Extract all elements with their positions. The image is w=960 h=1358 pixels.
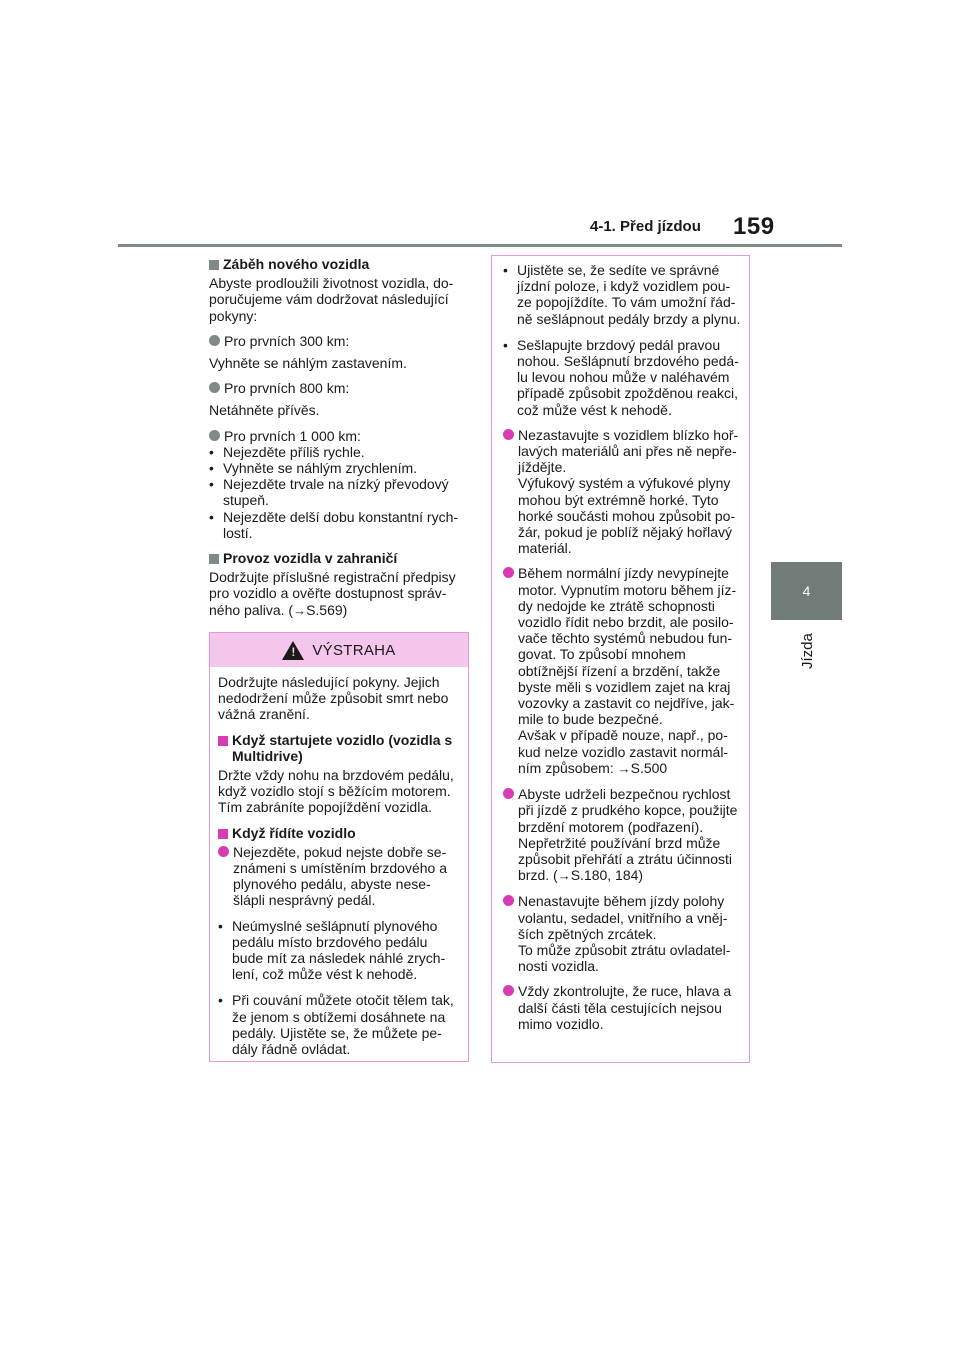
- square-marker-icon: [218, 829, 228, 839]
- paragraph: Dodržujte příslušné registrační předpisy pro vozidlo a ověřte dostupnost správ-ného paliva. (→S.569): [209, 569, 456, 618]
- list-item: • Vyhněte se náhlým zrychlením.: [209, 460, 418, 477]
- list-item: • Sešlapujte brzdový pedál pravou nohou. Sešlápnutí brzdového pedá-lu levou nohou může v naléhavém případě způsobit zpožděnou reakci, což může vést k nehodě.: [503, 336, 739, 418]
- bullet-dot-icon: [503, 895, 514, 906]
- dot-item: Během normální jízdy nevypínejte motor. Vypnutím motoru během jíz-dy nedojde ke ztrátě schopnosti vozidlo řídit nebo brzdit, ale posilo-vače těchto systémů nebudou fun-govat. To způsobí mnohem obtížnější řízení a brzdění, takže byste měli s vozidlem zajet na kraj vozovky a zastavit co nejdříve, jak-mile to bude bezpečné. Avšak v případě nouze, např., po-kud nelze vozidlo zastavit normál-ním způsobem: →S.500: [503, 565, 741, 777]
- arrow-right-icon: →: [557, 868, 571, 884]
- heading-break-in: Záběh nového vozidla: [209, 256, 469, 272]
- bullet-list: [209, 444, 469, 541]
- dot-item: Pro prvních 1 000 km:: [209, 428, 469, 444]
- bullet-dot-icon: [209, 430, 220, 441]
- chapter-tab: [771, 562, 842, 620]
- page-reference-link[interactable]: S.569): [306, 601, 348, 618]
- bullet-dot-icon: [209, 382, 220, 393]
- dot-item: Nezastavujte s vozidlem blízko hoř-lavých materiálů ani přes ně nepře-jíždějte. Výfukový systém a výfukové plyny mohou být extrémně horké. Tyto horké součásti mohou způsobit po-žár, pokud je poblíž nějaký hořlavý materiál.: [503, 427, 741, 557]
- paragraph: Netáhněte přívěs.: [209, 402, 320, 419]
- chapter-label-text: Jízda: [799, 633, 816, 669]
- warning-continuation-box: [491, 255, 750, 1063]
- bullet-dot-icon: [503, 429, 514, 440]
- dot-item: Abyste udrželi bezpečnou rychlost při jízdě z prudkého kopce, použijte brzdění motorem (podřazení). Nepřetržité používání brzd může způsobit přehřátí a ztrátu účinnosti brzd. (→S.180, 184): [503, 786, 741, 884]
- warning-body: [210, 667, 468, 1057]
- section-title: 4-1. Před jízdou: [590, 218, 701, 235]
- warning-heading-start: Když startujete vozidlo (vozidla s Multidrive): [218, 732, 458, 764]
- list-item: • Ujistěte se, že sedíte ve správné jízdní poloze, i když vozidlem pou-ze popojíždíte. To vám umožní řád-ně sešlápnout pedály brzdy a plynu.: [503, 262, 741, 327]
- arrow-right-icon: →: [293, 602, 307, 618]
- page-reference-link[interactable]: S.180, 184): [570, 867, 644, 884]
- header-rule: [118, 244, 842, 247]
- list-item: • Při couvání můžete otočit tělem tak, že jenom s obtížemi dosáhnete na pedály. Ujistěte se, že můžete pe-dály řádně ovládat.: [218, 992, 454, 1058]
- page-reference-link[interactable]: S.500: [630, 759, 668, 776]
- warning-title: VÝSTRAHA: [312, 641, 396, 659]
- dot-item: Pro prvních 800 km:: [209, 380, 469, 396]
- left-column: [209, 256, 469, 628]
- warning-intro: Dodržujte následující pokyny. Jejich nedodržení může způsobit smrt nebo vážná zranění.: [218, 674, 449, 723]
- page-number: 159: [733, 213, 775, 240]
- heading-abroad: Provoz vozidla v zahraničí: [209, 550, 469, 566]
- paragraph: Držte vždy nohu na brzdovém pedálu, když vozidlo stojí s běžícím motorem. Tím zabráníte popojíždění vozidla.: [218, 767, 454, 816]
- dot-item: Pro prvních 300 km:: [209, 333, 469, 349]
- paragraph: Abyste prodloužili životnost vozidla, do-poručujeme vám dodržovat následující pokyny:: [209, 275, 454, 324]
- square-marker-icon: [209, 260, 219, 270]
- square-marker-icon: [209, 554, 219, 564]
- list-item: • Nejezděte příliš rychle.: [209, 443, 365, 460]
- dot-item: Vždy zkontrolujte, že ruce, hlava a další části těla cestujících nejsou mimo vozidlo.: [503, 983, 741, 1032]
- page-header: [0, 0, 960, 260]
- square-marker-icon: [218, 736, 228, 746]
- chapter-label: [795, 625, 819, 685]
- bullet-dot-icon: [503, 788, 514, 799]
- warning-heading-driving: Když řídíte vozidlo: [218, 825, 458, 841]
- bullet-dot-icon: [503, 567, 514, 578]
- bullet-dot-icon: [209, 335, 220, 346]
- warning-header: [210, 633, 468, 667]
- paragraph: Vyhněte se náhlým zastavením.: [209, 355, 407, 372]
- list-item: • Neúmyslné sešlápnutí plynového pedálu místo brzdového pedálu bude mít za následek náhlé zrych-lení, což může vést k nehodě.: [218, 917, 446, 983]
- list-item: • Nejezděte delší dobu konstantní rych-lostí.: [209, 508, 459, 541]
- bullet-dot-icon: [218, 846, 229, 857]
- dot-item: Nejezděte, pokud nejste dobře se-známeni s umístěním brzdového a plynového pedálu, abyste nese-šlápli nesprávný pedál.: [218, 844, 458, 909]
- warning-triangle-icon: !: [282, 641, 304, 660]
- warning-box: [209, 632, 469, 1062]
- bullet-dot-icon: [503, 985, 514, 996]
- list-item: • Nejezděte trvale na nízký převodový stupeň.: [209, 476, 449, 509]
- arrow-right-icon: →: [617, 760, 631, 776]
- chapter-number: 4: [802, 583, 811, 599]
- dot-item: Nenastavujte během jízdy polohy volantu, sedadel, vnitřního a vněj-ších zpětných zrcátek. To může způsobit ztrátu ovladatel-nosti vozidla.: [503, 893, 741, 974]
